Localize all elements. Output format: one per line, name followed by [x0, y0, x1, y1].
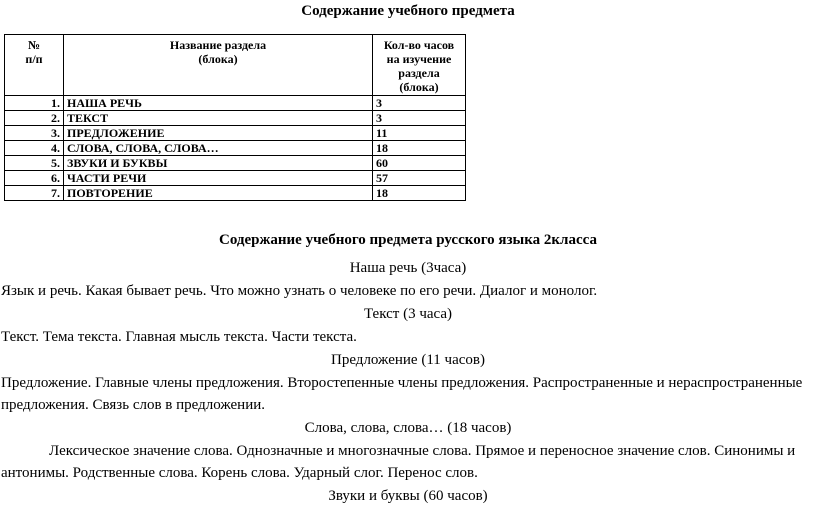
row-hours: 18 [373, 141, 466, 156]
table-row [5, 186, 466, 201]
row-num: 7. [5, 186, 64, 201]
header-hours-line: на изучение [386, 52, 452, 66]
sections-content [0, 257, 816, 508]
header-section-name [64, 35, 373, 96]
row-num: 3. [5, 126, 64, 141]
section-heading: Слова, слова, слова… (18 часов) [304, 420, 512, 436]
sections-table [4, 34, 466, 201]
row-section-name: ПРЕДЛОЖЕНИЕ [64, 126, 373, 141]
row-section-name: ПОВТОРЕНИЕ [64, 186, 373, 201]
row-section-name: ЧАСТИ РЕЧИ [64, 171, 373, 186]
section-heading: Звуки и буквы (60 часов) [328, 488, 488, 504]
table-row [5, 171, 466, 186]
header-hours-line: раздела [398, 66, 440, 80]
table-row [5, 126, 466, 141]
section-body: Язык и речь. Какая бывает речь. Что можно узнать о человеке по его речи. Диалог и монолог. [1, 283, 598, 299]
row-hours: 18 [373, 186, 466, 201]
document-title: Содержание учебного предмета [301, 3, 515, 19]
header-hours [373, 35, 466, 96]
row-num: 5. [5, 156, 64, 171]
row-section-name: ТЕКСТ [64, 111, 373, 126]
header-hours-line: (блока) [399, 80, 439, 94]
header-num-line: № [27, 38, 41, 52]
section-heading: Предложение (11 часов) [331, 352, 485, 368]
section-heading: Текст (3 часа) [363, 306, 453, 322]
header-num-line: п/п [25, 52, 43, 66]
section-heading: Наша речь (3часа) [349, 260, 467, 276]
row-hours: 3 [373, 96, 466, 111]
table-row [5, 141, 466, 156]
row-section-name: СЛОВА, СЛОВА, СЛОВА… [64, 141, 373, 156]
section-body: Предложение. Главные члены предложения. Второстепенные члены предложения. Распространенные и нераспространенные предложения. Связь слов в предложении. [1, 375, 803, 413]
row-section-name: ЗВУКИ И БУКВЫ [64, 156, 373, 171]
section-body: Лексическое значение слова. Однозначные и многозначные слова. Прямое и переносное значение слов. Синонимы и антонимы. Родственные слова. Корень слова. Ударный слог. Перенос слов. [1, 443, 796, 481]
row-section-name: НАША РЕЧЬ [64, 96, 373, 111]
row-hours: 11 [373, 126, 466, 141]
table-row [5, 96, 466, 111]
row-num: 2. [5, 111, 64, 126]
row-hours: 3 [373, 111, 466, 126]
row-num: 4. [5, 141, 64, 156]
row-hours: 60 [373, 156, 466, 171]
header-name-line: Название раздела [169, 38, 267, 52]
row-num: 1. [5, 96, 64, 111]
table-row [5, 111, 466, 126]
table-header-row [5, 35, 466, 96]
table-row [5, 156, 466, 171]
header-hours-line: Кол-во часов [383, 38, 455, 52]
header-name-line: (блока) [198, 52, 238, 66]
section-body: Текст. Тема текста. Главная мысль текста. Части текста. [1, 329, 357, 345]
row-hours: 57 [373, 171, 466, 186]
content-subtitle: Содержание учебного предмета русского языка 2класса [219, 232, 597, 248]
row-num: 6. [5, 171, 64, 186]
header-num [5, 35, 64, 96]
